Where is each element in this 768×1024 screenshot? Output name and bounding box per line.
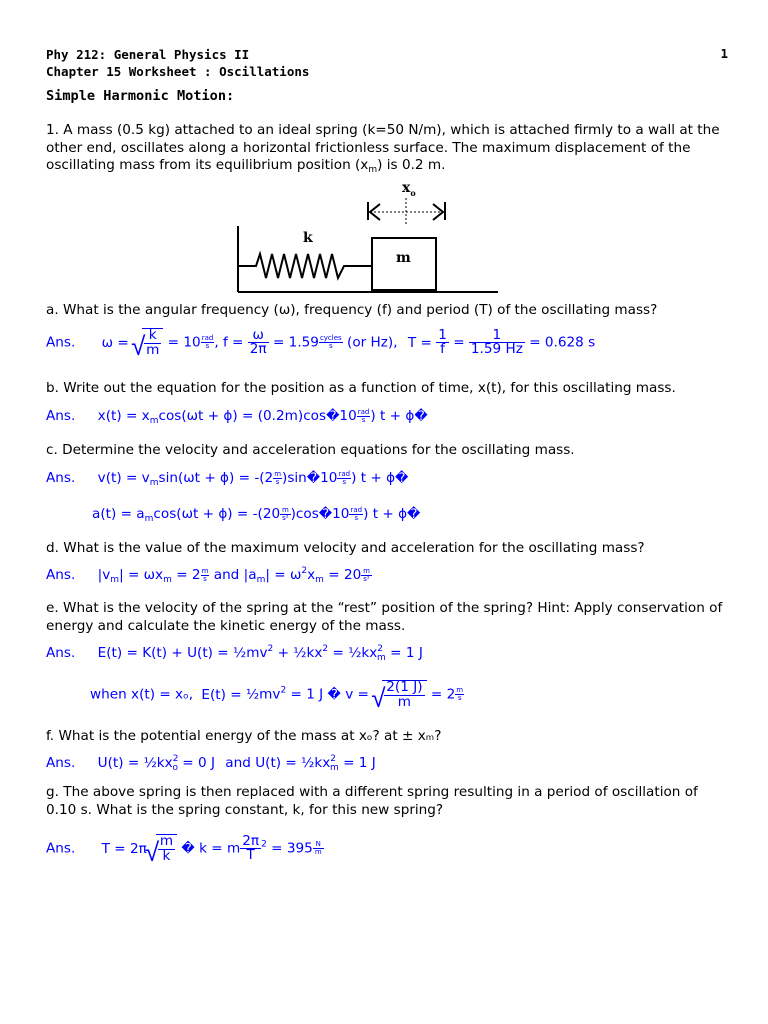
answer-c-velocity: Ans. $v(t) = v_m\sin(\omega t + \phi) = -(2$ $\frac{m}{s}$ )sin�10 $\frac{\text{rad}}{s}$ ) t + ϕ� bbox=[46, 469, 409, 488]
course-title: Phy 212: General Physics II bbox=[46, 47, 250, 62]
answer-g: Ans. T = 2π √ $\frac{m}{k}$ � k = m $\frac{2\pi}{T}$ $^2$ = 395 $\frac{N}{m}$ bbox=[46, 834, 324, 863]
spring-mass-diagram bbox=[230, 178, 510, 298]
answer-f: Ans. $U(t) = \frac{1}{2}kx^2_o = 0$ J and $U(t) = \frac{1}{2}kx^2_m = 1$ J bbox=[46, 754, 376, 773]
answer-c-acceleration: $a(t) = a_m\cos(\omega t + \phi) = -(20$ $\frac{m}{\text{s²}}$ )cos�10 $\frac{\text{rad}}{s}$ ) t + ϕ� bbox=[92, 505, 421, 524]
answer-b: Ans. $x(t) = x_m\cos(\omega t + \phi)$ = (0.2m)cos�10 $\frac{\text{rad}}{s}$ ) t + ϕ� bbox=[46, 407, 428, 426]
section-title: Simple Harmonic Motion: bbox=[46, 88, 235, 104]
chapter-title: Chapter 15 Worksheet : Oscillations bbox=[46, 64, 310, 79]
page-number: 1 bbox=[720, 46, 728, 61]
xo-label: $x_o$ bbox=[402, 180, 416, 198]
answer-e-energy: Ans. $E(t) = K(t) + U(t) = \frac{1}{2}mv^2$ + $\frac{1}{2}kx^2$ = $\frac{1}{2}kx^2_m = 1$ J bbox=[46, 644, 423, 663]
question-c: c. Determine the velocity and acceleration equations for the oscillating mass. bbox=[46, 442, 575, 458]
question-e: e. What is the velocity of the spring at the “rest” position of the spring? Hint: Apply conservation of energy and calculate the kinetic energy of the mass. bbox=[46, 600, 723, 634]
answer-e-velocity: when x(t) = xₒ, $E(t) = \frac{1}{2}mv^2 = 1$ J � v = √ $\frac{2(1 J)}{m}$ = 2 $\frac{m}{s}$ bbox=[90, 680, 464, 709]
question-g: g. The above spring is then replaced with a different spring resulting in a period of oscillation of 0.10 s. What is the spring constant, k, for this new spring? bbox=[46, 784, 698, 818]
answer-d: Ans. $|v_m| = \omega x_m = 2$ $\frac{m}{s}$ and $|a_m| = \omega^2x_m = 20$ $\frac{m}{\text{s²}}$ bbox=[46, 566, 370, 585]
problem-1-text: 1. A mass (0.5 kg) attached to an ideal spring (k=50 N/m), which is attached firmly to a wall at the other end, oscillates along a horizontal frictionless surface. The maximum displacement of the oscillating mass from its equilibrium position $(x_m)$ is 0.2 m. bbox=[46, 122, 720, 175]
k-label: k bbox=[303, 230, 313, 246]
course-header bbox=[46, 46, 309, 80]
spring-zigzag bbox=[238, 254, 372, 278]
question-f: f. What is the potential energy of the mass at xₒ? at ± xₘ? bbox=[46, 728, 442, 744]
question-a: a. What is the angular frequency (ω), frequency (f) and period (T) of the oscillating mass? bbox=[46, 302, 658, 318]
question-b: b. Write out the equation for the position as a function of time, x(t), for this oscillating mass. bbox=[46, 380, 676, 396]
question-d: d. What is the value of the maximum velocity and acceleration for the oscillating mass? bbox=[46, 540, 645, 556]
m-label: m bbox=[396, 250, 411, 266]
answer-a: Ans. ω = √ $\frac{k}{m}$ = 10 $\frac{\text{rad}}{s}$ , f = $\frac{\omega}{2\pi}$ = 1.59 $\frac{\text{cycles}}{s}$ (or Hz), T = $\frac{1}{f}$ = $\frac{1}{1.59 Hz}$ = 0.628 s bbox=[46, 328, 595, 357]
